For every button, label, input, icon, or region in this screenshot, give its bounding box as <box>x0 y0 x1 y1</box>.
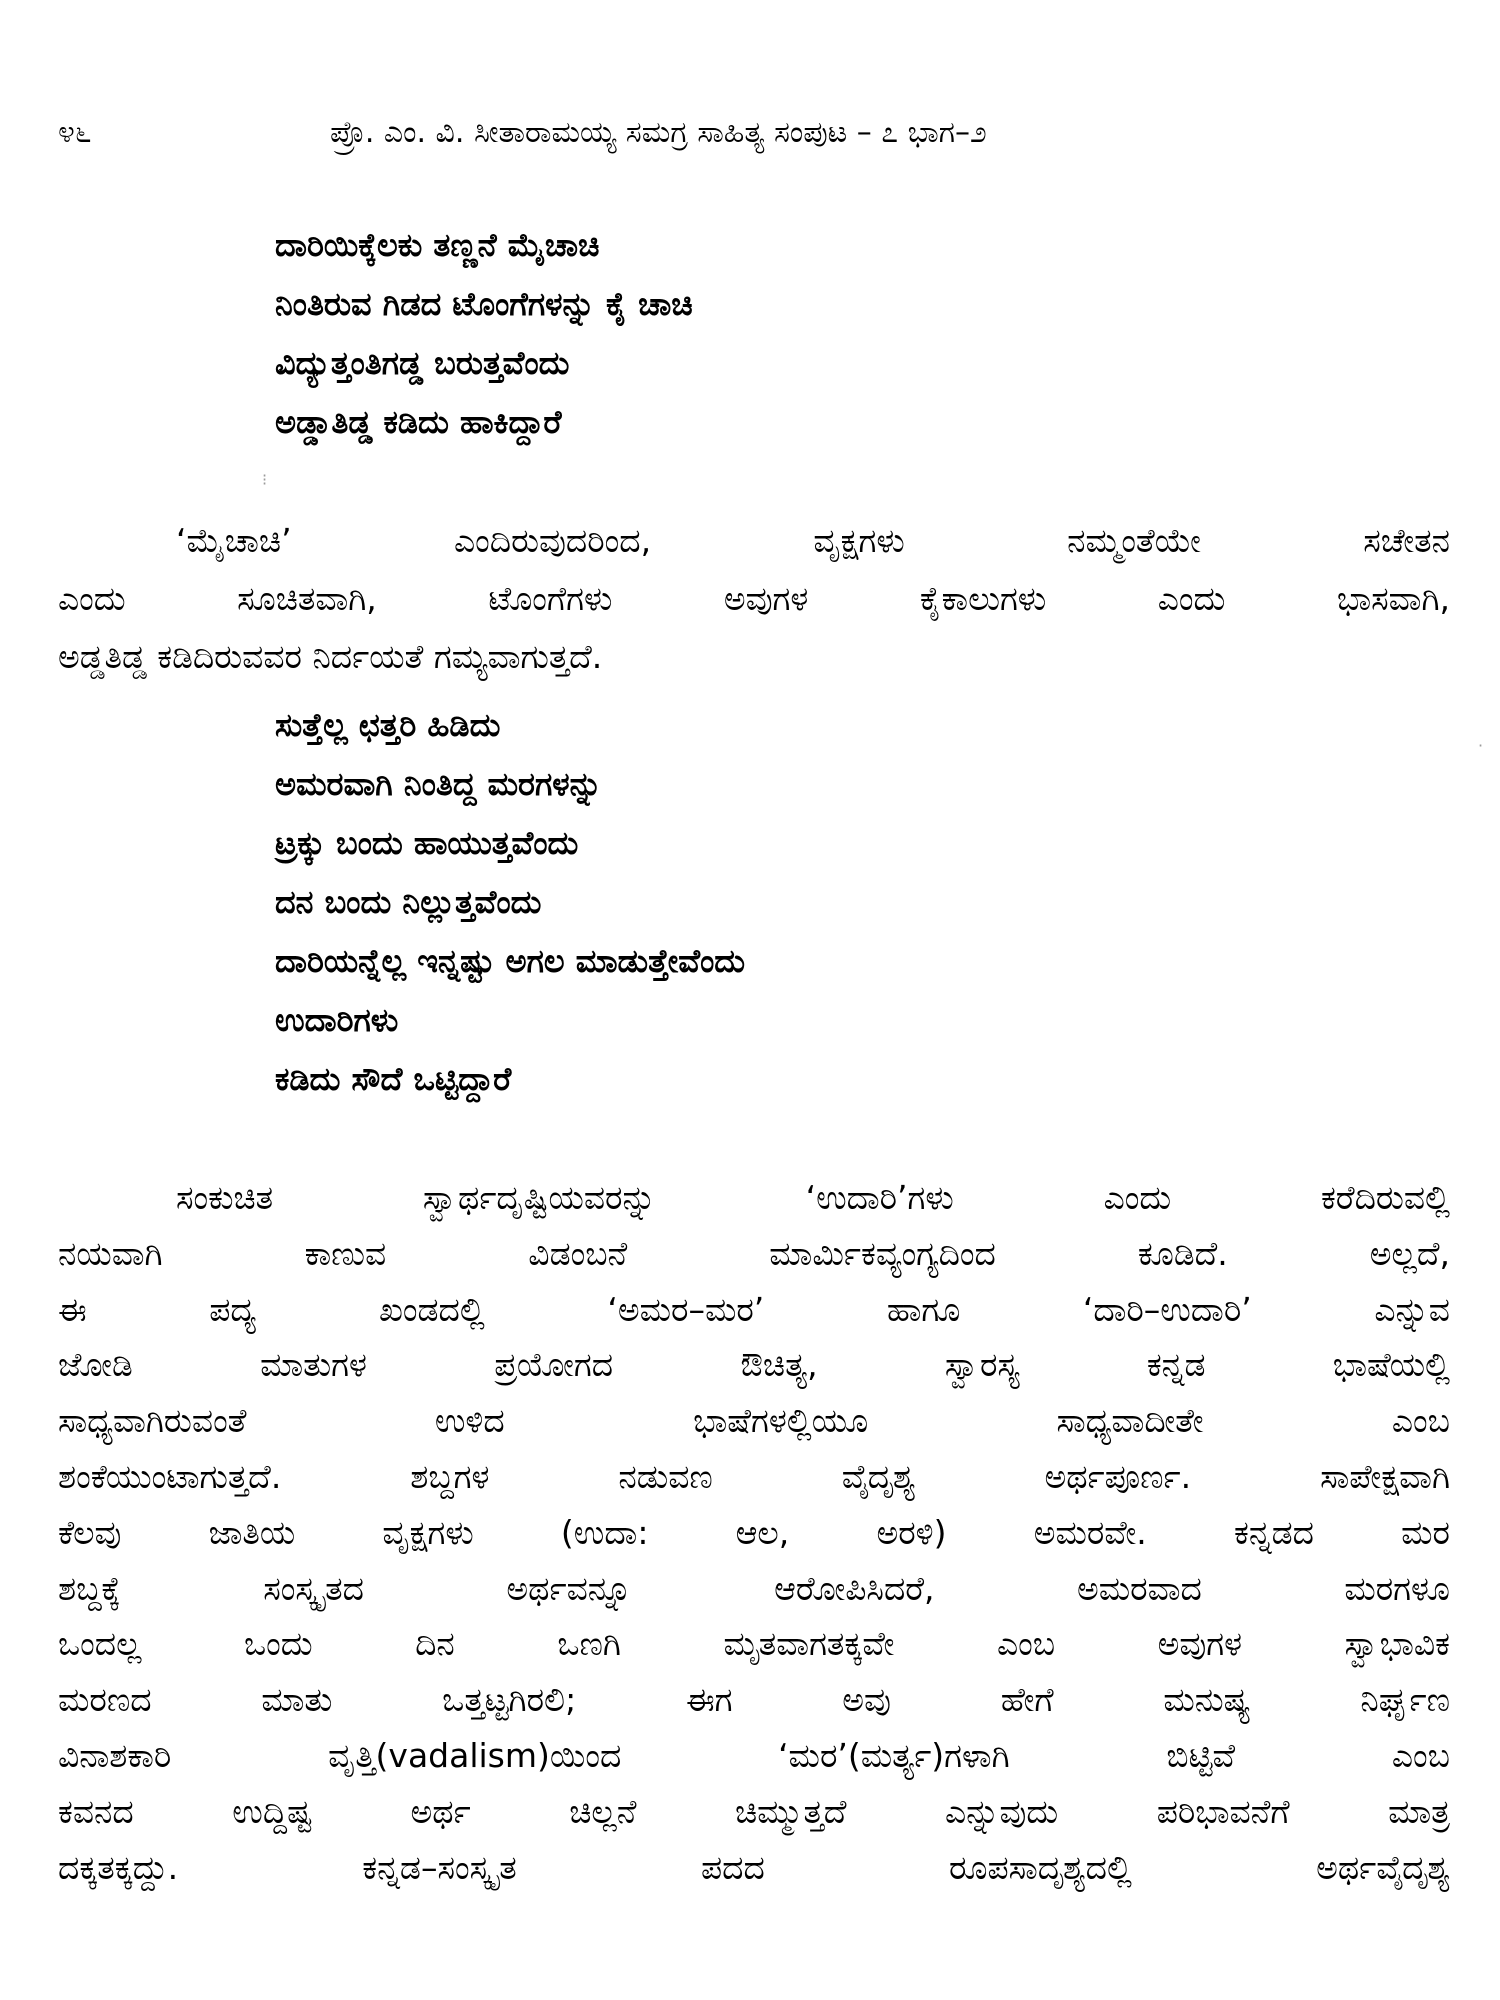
poem-line: ದಾರಿಯಿಕ್ಕೆಲಕು ತಣ್ಣನೆ ಮೈಚಾಚಿ <box>275 226 600 264</box>
paragraph-line: ನಯವಾಗಿ ಕಾಣುವ ವಿಡಂಬನೆ ಮಾರ್ಮಿಕವ್ಯಂಗ್ಯದಿಂದ ಕೂಡಿದೆ. ಅಲ್ಲದೆ, <box>58 1233 1450 1273</box>
poem-line: ದನ ಬಂದು ನಿಲ್ಲುತ್ತವೆಂದು <box>275 883 542 921</box>
page-number: ೪೬ <box>58 115 92 150</box>
paragraph-line: ವಿನಾಶಕಾರಿ ವೃತ್ತಿ(vadalism)ಯಿಂದ ‘ಮರ’(ಮರ್ತ್ಯ)ಗಳಾಗಿ ಬಿಟ್ಟಿವೆ ಎಂಬ <box>58 1735 1450 1775</box>
paragraph-line: ಒಂದಲ್ಲ ಒಂದು ದಿನ ಒಣಗಿ ಮೃತವಾಗತಕ್ಕವೇ ಎಂಬ ಅವುಗಳ ಸ್ವಾಭಾವಿಕ <box>58 1624 1450 1664</box>
paragraph-line: ಅಡ್ಡತಿಡ್ಡ ಕಡಿದಿರುವವರ ನಿರ್ದಯತೆ ಗಮ್ಯವಾಗುತ್ತದೆ. <box>58 637 603 676</box>
poem-line: ನಿಂತಿರುವ ಗಿಡದ ಟೊಂಗೆಗಳನ್ನು ಕೈ ಚಾಚಿ <box>275 285 693 323</box>
scan-speck: ⁝ <box>262 470 268 489</box>
poem-line: ಕಡಿದು ಸೌದೆ ಒಟ್ಟಿದ್ದಾರೆ <box>275 1060 512 1098</box>
poem-stanza-1 <box>275 216 693 452</box>
paragraph-line: ದಕ್ಕತಕ್ಕದ್ದು. ಕನ್ನಡ–ಸಂಸ್ಕೃತ ಪದದ ರೂಪಸಾದೃಶ್ಯದಲ್ಲಿ ಅರ್ಥವೈದೃಶ್ಯ <box>58 1847 1450 1887</box>
paragraph-line: ಶಬ್ದಕ್ಕೆ ಸಂಸ್ಕೃತದ ಅರ್ಥವನ್ನೂ ಆರೋಪಿಸಿದರೆ, ಅಮರವಾದ ಮರಗಳೂ <box>58 1568 1450 1608</box>
poem-line: ದಾರಿಯನ್ನೆಲ್ಲ ಇನ್ನಷ್ಟು ಅಗಲ ಮಾಡುತ್ತೇವೆಂದು <box>275 942 746 980</box>
paragraph-line: ಸಂಕುಚಿತ ಸ್ವಾರ್ಥದೃಷ್ಟಿಯವರನ್ನು ‘ಉದಾರಿ’ಗಳು ಎಂದು ಕರೆದಿರುವಲ್ಲಿ <box>176 1178 1450 1217</box>
poem-line: ಟ್ರಕ್ಕು ಬಂದು ಹಾಯುತ್ತವೆಂದು <box>275 824 579 862</box>
page-header <box>58 108 1458 158</box>
poem-line: ಅಮರವಾಗಿ ನಿಂತಿದ್ದ ಮರಗಳನ್ನು <box>275 765 602 803</box>
poem-line: ಉದಾರಿಗಳು <box>275 1001 399 1039</box>
paragraph-line: ಈ ಪದ್ಯ ಖಂಡದಲ್ಲಿ ‘ಅಮರ–ಮರ’ ಹಾಗೂ ‘ದಾರಿ–ಉದಾರಿ’ ಎನ್ನುವ <box>58 1289 1450 1329</box>
scan-speck: · <box>1478 736 1484 755</box>
running-title: ಪ್ರೊ. ಎಂ. ವಿ. ಸೀತಾರಾಮಯ್ಯ ಸಮಗ್ರ ಸಾಹಿತ್ಯ ಸಂಪುಟ – ೭ ಭಾಗ–೨ <box>330 115 987 150</box>
paragraph-line: ‘ಮೈಚಾಚಿ’ ಎಂದಿರುವುದರಿಂದ, ವೃಕ್ಷಗಳು ನಮ್ಮಂತೆಯೇ ಸಚೇತನ <box>176 521 1450 560</box>
poem-stanza-2 <box>275 696 745 1109</box>
paragraph-line: ಸಾಧ್ಯವಾಗಿರುವಂತೆ ಉಳಿದ ಭಾಷೆಗಳಲ್ಲಿಯೂ ಸಾಧ್ಯವಾದೀತೇ ಎಂಬ <box>58 1401 1450 1441</box>
paragraph-2 <box>58 1170 1450 1895</box>
poem-line: ಸುತ್ತೆಲ್ಲ ಛತ್ತರಿ ಹಿಡಿದು <box>275 706 501 744</box>
paragraph-1 <box>58 512 1450 686</box>
poem-line: ವಿದ್ಯುತ್ತಂತಿಗಡ್ಡ ಬರುತ್ತವೆಂದು <box>275 344 570 382</box>
paragraph-line: ಕೆಲವು ಜಾತಿಯ ವೃಕ್ಷಗಳು (ಉದಾ: ಆಲ, ಅರಳಿ) ಅಮರವೇ. ಕನ್ನಡದ ಮರ <box>58 1512 1450 1552</box>
paragraph-line: ಶಂಕೆಯುಂಟಾಗುತ್ತದೆ. ಶಬ್ದಗಳ ನಡುವಣ ವೈದೃಶ್ಯ ಅರ್ಥಪೂರ್ಣ. ಸಾಪೇಕ್ಷವಾಗಿ <box>58 1456 1450 1496</box>
paragraph-line: ಮರಣದ ಮಾತು ಒತ್ತಟ್ಟಗಿರಲಿ; ಈಗ ಅವು ಹೇಗೆ ಮನುಷ್ಯ ನಿರ್ಘೃಣ <box>58 1680 1450 1720</box>
paragraph-line: ಜೋಡಿ ಮಾತುಗಳ ಪ್ರಯೋಗದ ಔಚಿತ್ಯ, ಸ್ವಾರಸ್ಯ ಕನ್ನಡ ಭಾಷೆಯಲ್ಲಿ <box>58 1345 1450 1385</box>
paragraph-line: ಕವನದ ಉದ್ದಿಷ್ಟ ಅರ್ಥ ಚಿಲ್ಲನೆ ಚಿಮ್ಮುತ್ತದೆ ಎನ್ನುವುದು ಪರಿಭಾವನೆಗೆ ಮಾತ್ರ <box>58 1791 1450 1831</box>
paragraph-line: ಎಂದು ಸೂಚಿತವಾಗಿ, ಟೊಂಗೆಗಳು ಅವುಗಳ ಕೈಕಾಲುಗಳು ಎಂದು ಭಾಸವಾಗಿ, <box>58 579 1450 618</box>
poem-line: ಅಡ್ಡಾತಿಡ್ಡ ಕಡಿದು ಹಾಕಿದ್ದಾರೆ <box>275 403 562 441</box>
